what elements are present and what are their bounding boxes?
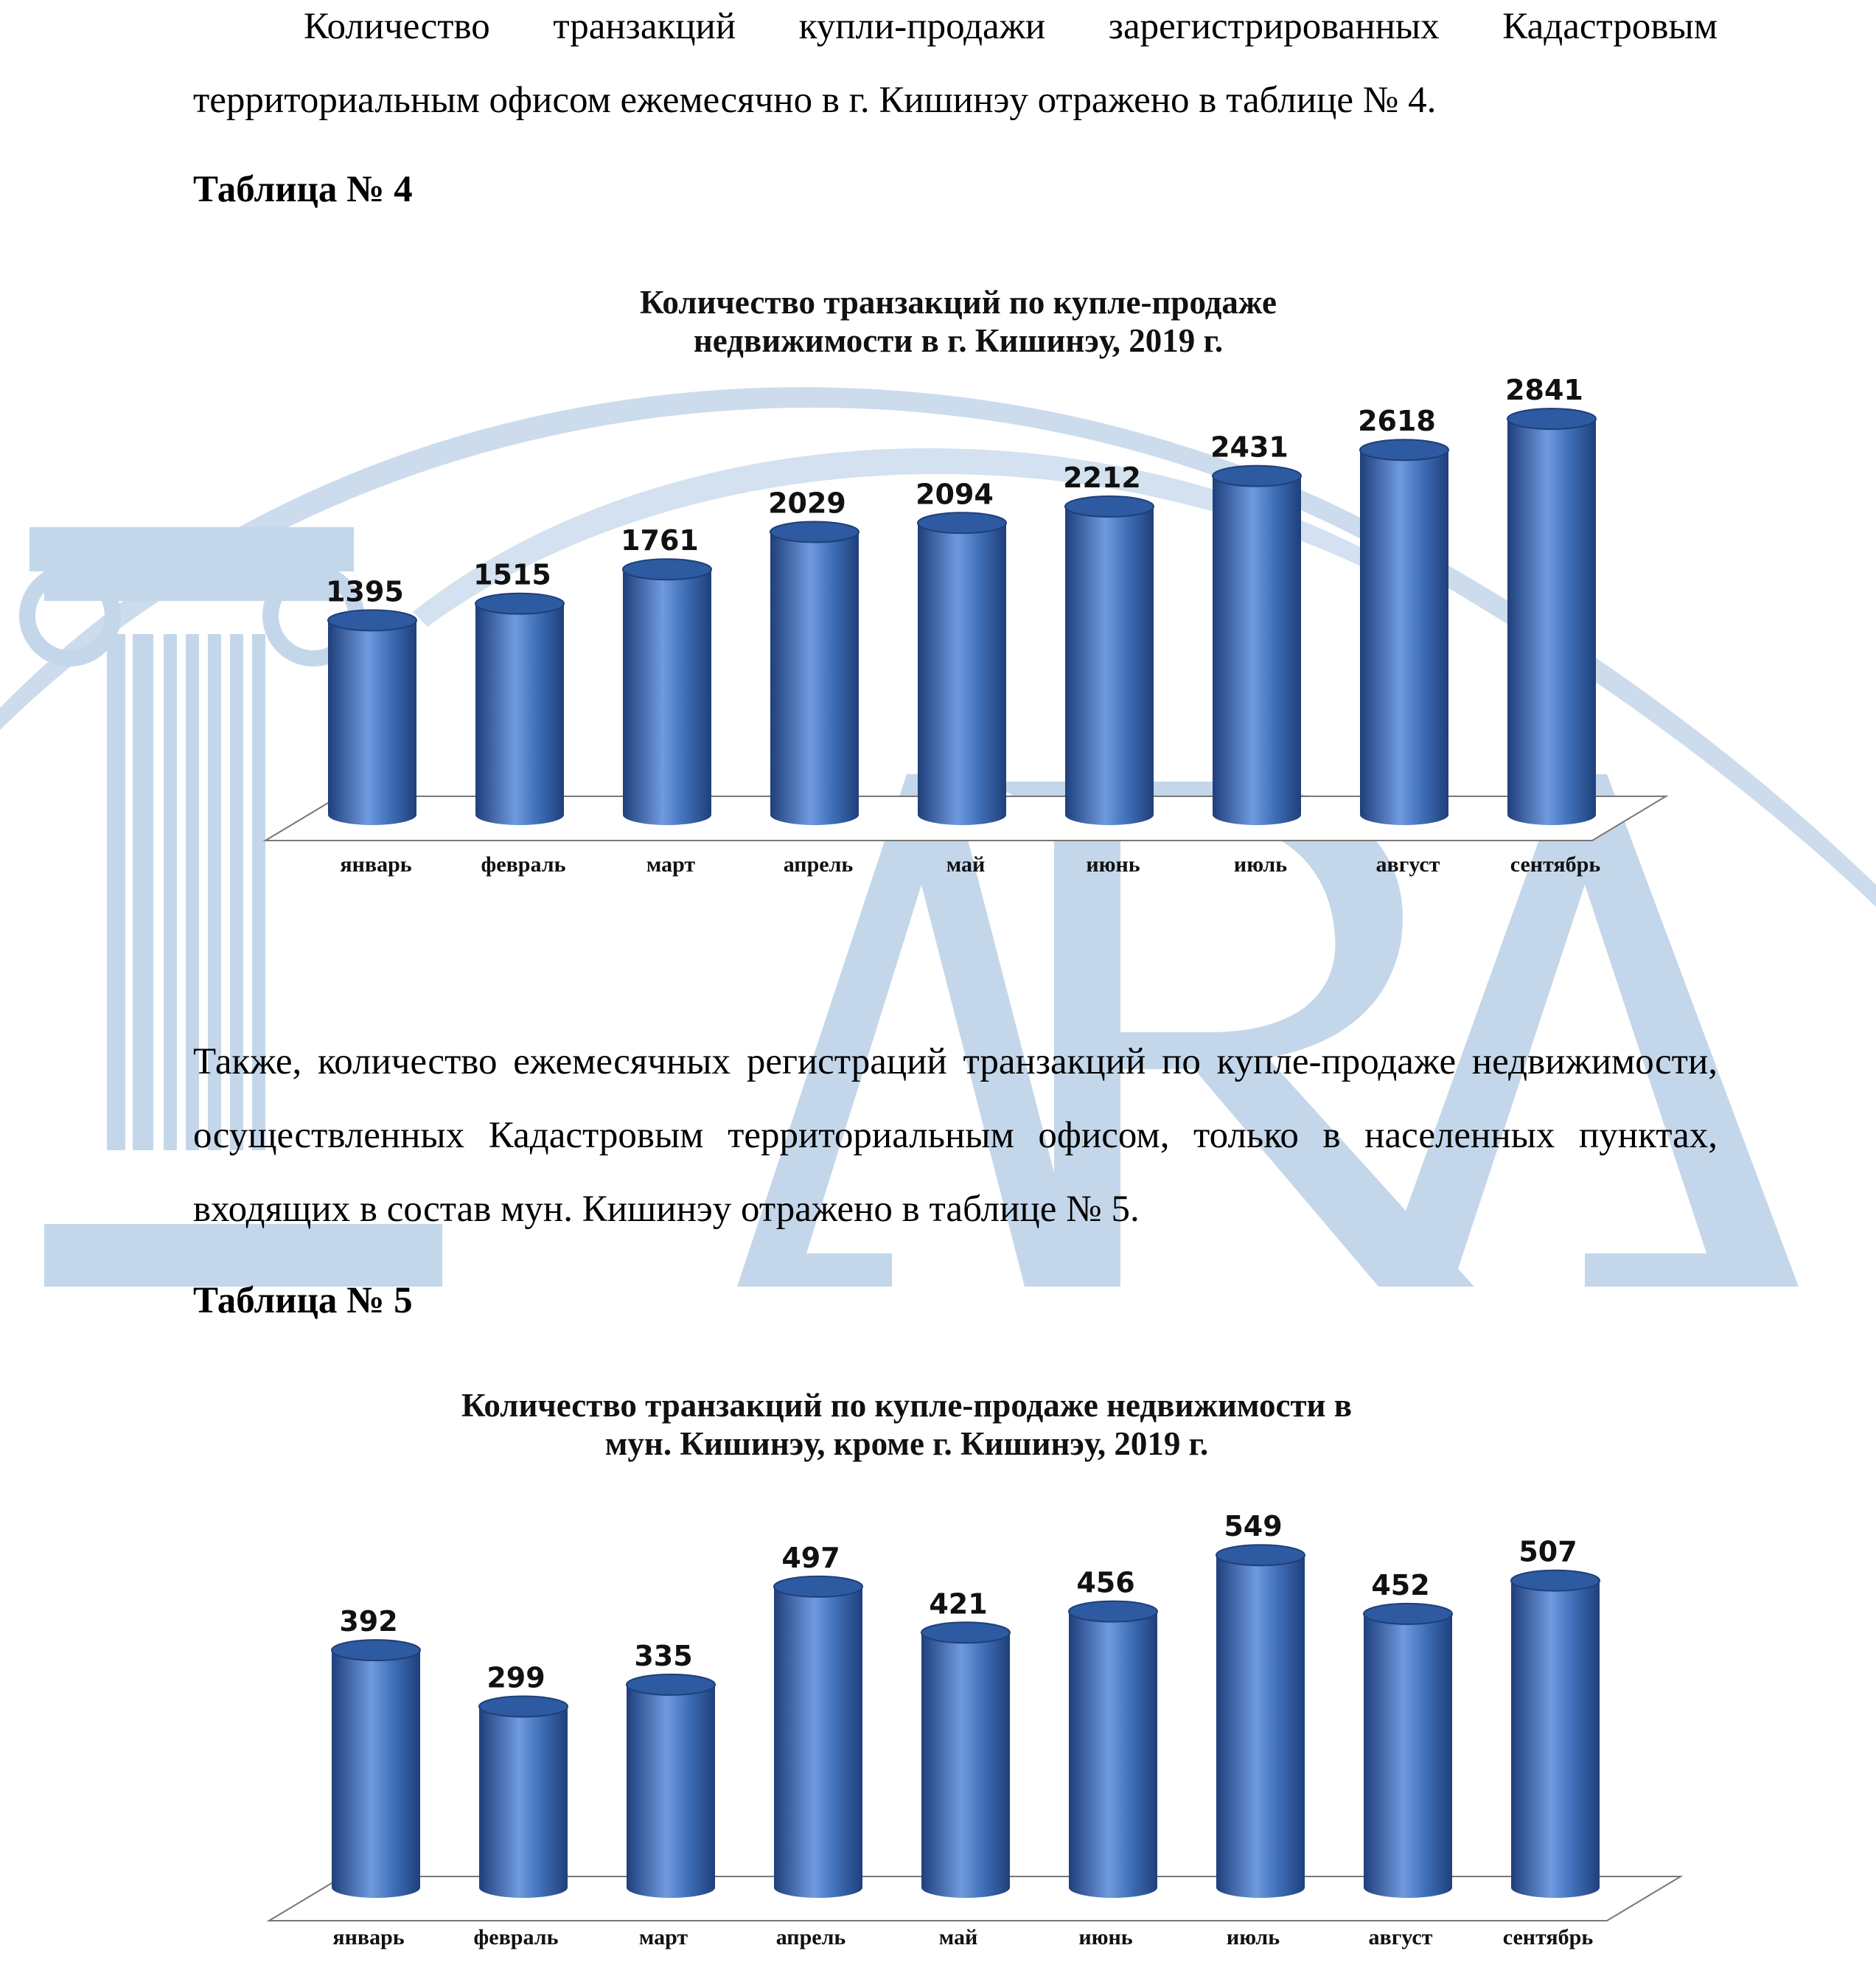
chart2-category-label: август xyxy=(1368,1925,1433,1949)
chart1-value-label: 2212 xyxy=(1063,461,1141,494)
table5-label: Таблица № 5 xyxy=(193,1280,413,1321)
chart1-category-label: август xyxy=(1375,852,1440,877)
bar-top xyxy=(1511,1570,1600,1591)
bar-top xyxy=(1069,1601,1157,1622)
chart2-bar xyxy=(1069,1601,1157,1898)
chart2-category-label: январь xyxy=(332,1925,405,1949)
chart2-bar xyxy=(1216,1545,1305,1898)
chart1-value-label: 2618 xyxy=(1358,405,1436,438)
bar-top xyxy=(1216,1545,1305,1565)
chart2-bar xyxy=(627,1674,715,1898)
chart2-value-label: 497 xyxy=(781,1541,840,1574)
bar-top xyxy=(1364,1604,1452,1624)
intro-paragraph: Количество транзакций купли-продажи зарегистрированных Кадастровым территориальным офисом ежемесячно в г. Кишинэу отражено в таблице № 4. xyxy=(193,6,1718,121)
chart2-title-line1: Количество транзакций по купле-продаже недвижимости в xyxy=(461,1387,1353,1424)
bar-top xyxy=(332,1640,420,1660)
bar-body xyxy=(332,1650,420,1898)
chart2-value-label: 456 xyxy=(1076,1566,1135,1599)
chart2-category-label: сентябрь xyxy=(1502,1925,1594,1949)
bar-top xyxy=(627,1674,715,1695)
chart2-category-label: февраль xyxy=(473,1925,559,1949)
chart2-value-label: 335 xyxy=(634,1639,693,1672)
chart2-category-label: апрель xyxy=(775,1925,846,1949)
bar-top xyxy=(479,1696,568,1716)
chart1-category-label: июль xyxy=(1233,852,1288,877)
chart1-category-label: март xyxy=(646,852,696,877)
chart2-title-line2: мун. Кишинэу, кроме г. Кишинэу, 2019 г. xyxy=(604,1425,1209,1462)
table4-label: Таблица № 4 xyxy=(193,169,413,210)
chart1-category-label: апрель xyxy=(783,852,854,877)
chart2-category-label: март xyxy=(638,1925,688,1949)
chart2-category-label: июнь xyxy=(1078,1925,1133,1949)
bar-body xyxy=(627,1685,715,1898)
chart1-value-label: 2094 xyxy=(916,478,994,511)
chart2-value-label: 507 xyxy=(1518,1535,1577,1568)
chart1-value-label: 1515 xyxy=(473,558,551,591)
chart1-category-label: май xyxy=(946,852,986,877)
chart2-bar xyxy=(479,1696,568,1898)
bar-top xyxy=(921,1622,1010,1643)
chart2-bar xyxy=(774,1576,862,1898)
chart2-bar xyxy=(921,1622,1010,1898)
chart2-category-label: июль xyxy=(1226,1925,1280,1949)
chart1-title-line2: недвижимости в г. Кишинэу, 2019 г. xyxy=(693,322,1224,359)
chart1-category-label: сентябрь xyxy=(1510,852,1601,877)
chart1-category-label: январь xyxy=(340,852,412,877)
chart2-value-label: 452 xyxy=(1371,1568,1430,1601)
bar-body xyxy=(1069,1612,1157,1898)
bar-body xyxy=(479,1706,568,1898)
chart1-category-label: июнь xyxy=(1086,852,1140,877)
bar-top xyxy=(774,1576,862,1597)
bar-body xyxy=(921,1632,1010,1898)
bar-body xyxy=(1364,1614,1452,1898)
chart2-value-label: 549 xyxy=(1224,1510,1283,1543)
chart1-value-label: 1761 xyxy=(621,524,699,557)
chart1-value-label: 2431 xyxy=(1210,431,1289,464)
chart2-category-label: май xyxy=(938,1925,978,1949)
bar-body xyxy=(774,1587,862,1898)
chart1-category-label: февраль xyxy=(481,852,566,877)
second-paragraph: Также, количество ежемесячных регистраций транзакций по купле-продаже недвижимости, осуществленных Кадастровым территориальным офисом, только в населенных пунктах, входящих в состав мун. Кишинэу отражено в таблице № 5. xyxy=(193,1041,1718,1230)
chart2-value-label: 392 xyxy=(339,1605,398,1638)
chart1-value-label: 2841 xyxy=(1505,374,1583,407)
chart2-value-label: 299 xyxy=(487,1661,545,1694)
bar-body xyxy=(1511,1581,1600,1898)
chart2-bar xyxy=(1364,1604,1452,1898)
chart2-bar xyxy=(332,1640,420,1898)
bar-body xyxy=(1216,1555,1305,1898)
chart2-value-label: 421 xyxy=(929,1587,988,1621)
chart1-value-label: 2029 xyxy=(768,487,846,520)
chart1-title-line1: Количество транзакций по купле-продаже xyxy=(640,284,1277,321)
chart2-bar xyxy=(1511,1570,1600,1898)
chart1-value-label: 1395 xyxy=(326,575,404,608)
